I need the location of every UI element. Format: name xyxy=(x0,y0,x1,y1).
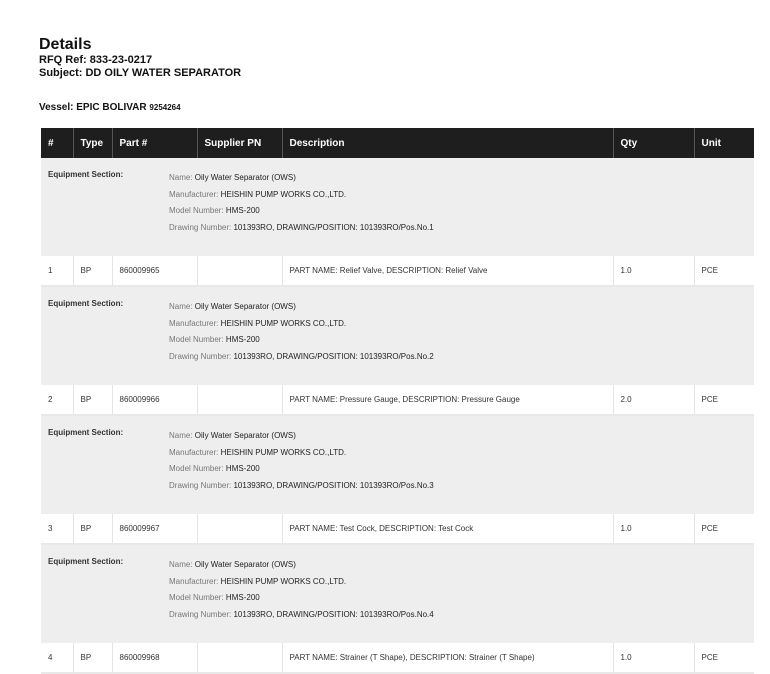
cell-part-number: 860009965 xyxy=(112,256,197,286)
subject-line: Subject: DD OILY WATER SEPARATOR xyxy=(39,67,242,79)
cell-supplier-pn xyxy=(197,643,282,673)
equipment-model-number-value: HMS-200 xyxy=(225,206,260,215)
equipment-section-cell xyxy=(41,544,754,643)
cell-qty: 1.0 xyxy=(613,514,694,544)
equipment-drawing-number-label: Drawing Number: xyxy=(169,480,232,490)
cell-qty: 1.0 xyxy=(613,643,694,673)
equipment-manufacturer xyxy=(169,187,747,204)
equipment-model-number-label: Model Number: xyxy=(169,593,224,602)
equipment-name xyxy=(169,428,747,445)
cell-part-number: 860009968 xyxy=(112,643,197,673)
equipment-drawing-number xyxy=(169,607,747,624)
table-header-row xyxy=(41,128,754,158)
cell-part-number: 860009966 xyxy=(112,385,197,415)
cell-description: PART NAME: Test Cock, DESCRIPTION: Test Cock xyxy=(282,514,613,544)
equipment-manufacturer-value: HEISHIN PUMP WORKS CO.,LTD. xyxy=(220,318,347,328)
equipment-drawing-number xyxy=(169,349,747,366)
equipment-manufacturer-label: Manufacturer: xyxy=(169,576,219,586)
cell-description: PART NAME: Relief Valve, DESCRIPTION: Relief Valve xyxy=(282,256,613,286)
equipment-section-label: Equipment Section: xyxy=(48,299,124,308)
cell-type: BP xyxy=(73,514,112,544)
equipment-drawing-number-label: Drawing Number: xyxy=(169,351,232,361)
equipment-manufacturer-label: Manufacturer: xyxy=(169,447,219,457)
table-row xyxy=(41,514,754,544)
equipment-drawing-number xyxy=(169,220,747,237)
cell-number: 2 xyxy=(41,385,73,415)
table-row xyxy=(41,256,754,286)
vessel-name: Vessel: EPIC BOLIVAR xyxy=(39,102,147,113)
rfq-reference: RFQ Ref: 833-23-0217 xyxy=(39,54,153,66)
column-header-supplier-pn: Supplier PN xyxy=(197,128,282,158)
column-header-description: Description xyxy=(282,128,613,158)
equipment-name-value: Oily Water Separator (OWS) xyxy=(194,302,296,311)
equipment-section-row xyxy=(41,415,754,514)
cell-supplier-pn xyxy=(197,256,282,286)
equipment-model-number-label: Model Number: xyxy=(169,464,224,473)
equipment-manufacturer-value: HEISHIN PUMP WORKS CO.,LTD. xyxy=(220,576,347,586)
cell-number: 4 xyxy=(41,643,73,673)
equipment-model-number-value: HMS-200 xyxy=(225,335,260,344)
cell-supplier-pn xyxy=(197,385,282,415)
column-header-qty: Qty xyxy=(613,128,694,158)
cell-number: 1 xyxy=(41,256,73,286)
vessel-imo: 9254264 xyxy=(149,103,181,112)
equipment-section-label: Equipment Section: xyxy=(48,557,124,566)
column-header-type: Type xyxy=(73,128,112,158)
equipment-name-value: Oily Water Separator (OWS) xyxy=(194,173,296,182)
equipment-manufacturer xyxy=(169,574,747,591)
equipment-manufacturer xyxy=(169,316,747,333)
equipment-model-number-label: Model Number: xyxy=(169,206,224,215)
cell-number: 3 xyxy=(41,514,73,544)
parts-table xyxy=(41,128,754,674)
equipment-manufacturer xyxy=(169,445,747,462)
equipment-section-cell xyxy=(41,286,754,385)
column-header-part: Part # xyxy=(112,128,197,158)
equipment-drawing-number-value: 101393RO, DRAWING/POSITION: 101393RO/Pos.No.1 xyxy=(233,222,434,232)
equipment-manufacturer-value: HEISHIN PUMP WORKS CO.,LTD. xyxy=(220,189,347,199)
page-title: Details xyxy=(39,36,92,53)
column-header-number: # xyxy=(41,128,73,158)
details-header xyxy=(39,36,241,80)
equipment-model-number xyxy=(169,203,747,220)
equipment-model-number-value: HMS-200 xyxy=(225,464,260,473)
equipment-name-value: Oily Water Separator (OWS) xyxy=(194,560,296,569)
cell-unit: PCE xyxy=(694,256,754,286)
equipment-name-label: Name: xyxy=(169,560,193,569)
cell-qty: 1.0 xyxy=(613,256,694,286)
column-header-unit: Unit xyxy=(694,128,754,158)
cell-type: BP xyxy=(73,256,112,286)
equipment-manufacturer-label: Manufacturer: xyxy=(169,189,219,199)
equipment-drawing-number-value: 101393RO, DRAWING/POSITION: 101393RO/Pos.No.4 xyxy=(233,609,434,619)
equipment-section-label: Equipment Section: xyxy=(48,170,124,179)
equipment-drawing-number-label: Drawing Number: xyxy=(169,609,232,619)
cell-unit: PCE xyxy=(694,643,754,673)
cell-unit: PCE xyxy=(694,385,754,415)
equipment-section-cell xyxy=(41,415,754,514)
equipment-manufacturer-label: Manufacturer: xyxy=(169,318,219,328)
equipment-drawing-number xyxy=(169,478,747,495)
equipment-manufacturer-value: HEISHIN PUMP WORKS CO.,LTD. xyxy=(220,447,347,457)
table-row xyxy=(41,385,754,415)
cell-description: PART NAME: Pressure Gauge, DESCRIPTION: Pressure Gauge xyxy=(282,385,613,415)
equipment-drawing-number-value: 101393RO, DRAWING/POSITION: 101393RO/Pos.No.2 xyxy=(233,351,434,361)
equipment-name-label: Name: xyxy=(169,302,193,311)
cell-qty: 2.0 xyxy=(613,385,694,415)
cell-type: BP xyxy=(73,385,112,415)
equipment-name-label: Name: xyxy=(169,173,193,182)
equipment-name-label: Name: xyxy=(169,431,193,440)
equipment-drawing-number-value: 101393RO, DRAWING/POSITION: 101393RO/Pos.No.3 xyxy=(233,480,434,490)
equipment-name-value: Oily Water Separator (OWS) xyxy=(194,431,296,440)
equipment-name xyxy=(169,170,747,187)
cell-description: PART NAME: Strainer (T Shape), DESCRIPTION: Strainer (T Shape) xyxy=(282,643,613,673)
equipment-section-row xyxy=(41,286,754,385)
equipment-section-cell xyxy=(41,158,754,256)
equipment-section-label: Equipment Section: xyxy=(48,428,124,437)
equipment-model-number xyxy=(169,332,747,349)
equipment-name xyxy=(169,299,747,316)
equipment-name xyxy=(169,557,747,574)
vessel-line xyxy=(39,102,181,113)
equipment-model-number xyxy=(169,461,747,478)
cell-supplier-pn xyxy=(197,514,282,544)
equipment-model-number-label: Model Number: xyxy=(169,335,224,344)
equipment-model-number-value: HMS-200 xyxy=(225,593,260,602)
equipment-section-row xyxy=(41,544,754,643)
table-row xyxy=(41,643,754,673)
cell-type: BP xyxy=(73,643,112,673)
cell-part-number: 860009967 xyxy=(112,514,197,544)
cell-unit: PCE xyxy=(694,514,754,544)
equipment-drawing-number-label: Drawing Number: xyxy=(169,222,232,232)
equipment-section-row xyxy=(41,158,754,256)
equipment-model-number xyxy=(169,590,747,607)
